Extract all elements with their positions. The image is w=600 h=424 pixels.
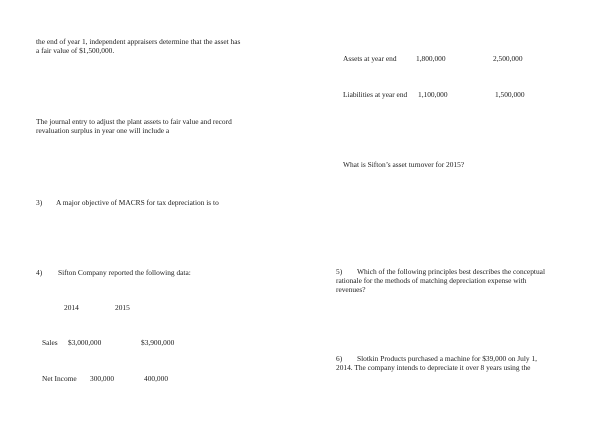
sales-2015-value: $3,900,000 (141, 338, 175, 347)
net-income-2014-value: 300,000 (90, 374, 115, 383)
sales-label: Sales (42, 338, 58, 347)
journal-entry-text-line-1: The journal entry to adjust the plant assets to fair value and record (36, 117, 232, 126)
question-4-number: 4) (36, 268, 43, 277)
question-5-number: 5) (336, 267, 343, 276)
asset-turnover-question: What is Sifton’s asset turnover for 2015? (343, 160, 465, 169)
question-5-text-line-3: revenues? (336, 285, 366, 294)
liabilities-2015-value: 1,500,000 (495, 90, 525, 99)
year-2015-header: 2015 (115, 303, 130, 312)
question-6-number: 6) (336, 354, 343, 363)
intro-text-line-1: the end of year 1, independent appraisers determine that the asset has (36, 37, 241, 46)
net-income-label: Net Income (42, 374, 77, 383)
journal-entry-text-line-2: revaluation surplus in year one will include a (36, 126, 170, 135)
year-2014-header: 2014 (64, 303, 79, 312)
question-5-text-line-2: rationale for the methods of matching depreciation expense with (336, 276, 527, 285)
net-income-2015-value: 400,000 (144, 374, 169, 383)
question-6-text-line-1: Slotkin Products purchased a machine for $39,000 on July 1, (357, 354, 538, 363)
question-5-text-line-1: Which of the following principles best describes the conceptual (357, 267, 545, 276)
sales-2014-value: $3,000,000 (68, 338, 102, 347)
question-6-text-line-2: 2014. The company intends to depreciate it over 8 years using the (336, 363, 531, 372)
question-3-number: 3) (36, 198, 43, 207)
question-3-text: A major objective of MACRS for tax depreciation is to (56, 198, 219, 207)
assets-2015-value: 2,500,000 (493, 54, 523, 63)
question-4-text: Sifton Company reported the following data: (58, 268, 191, 277)
intro-text-line-2: a fair value of $1,500,000. (36, 46, 115, 55)
liabilities-label: Liabilities at year end (343, 90, 408, 99)
assets-label: Assets at year end (343, 54, 397, 63)
liabilities-2014-value: 1,100,000 (418, 90, 448, 99)
assets-2014-value: 1,800,000 (416, 54, 446, 63)
